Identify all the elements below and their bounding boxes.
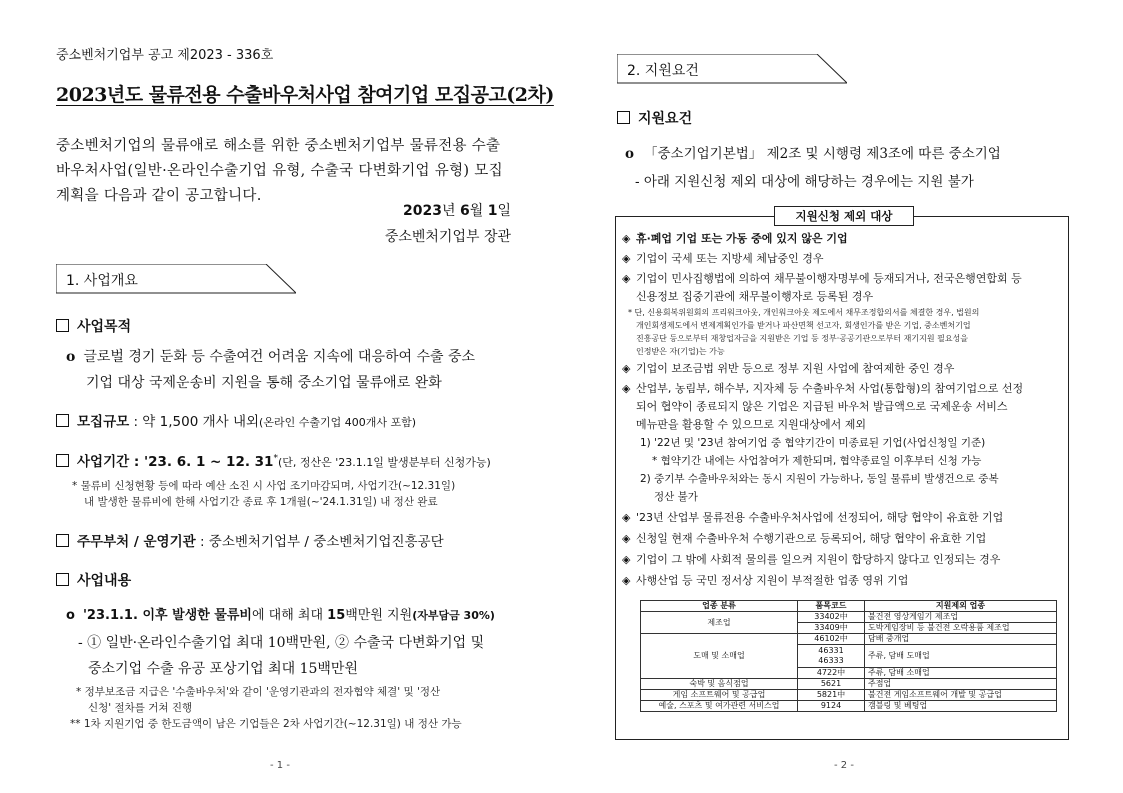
table-cell: 게임 소프트웨어 및 공급업	[641, 690, 798, 701]
exclusion-subitem: 1) '22년 및 '23년 참여기업 중 협약기간이 미종료된 기업(사업신청일 기준)	[640, 437, 986, 449]
exclusion-item: ◈ 기업이 그 밖에 사회적 물의를 일으켜 지원이 합당하지 않다고 인정되는 경우	[622, 551, 1062, 569]
page-number: - 1 -	[270, 760, 290, 771]
period-subnote	[72, 478, 455, 510]
content-sub	[78, 630, 528, 682]
checkbox-square-icon	[56, 573, 69, 586]
diamond-bullet-icon: ◈	[622, 232, 631, 245]
intro-line: 중소벤처기업의 물류애로 해소를 위한 중소벤처기업부 물류전용 수출	[56, 138, 501, 154]
dept-text: : 중소벤처기업부 / 중소벤처기업진흥공단	[195, 534, 444, 550]
exclusion-item: ◈ 산업부, 농림부, 해수부, 지자체 등 수출바우처 사업(통합형)의 참여기업으로 선정	[622, 380, 1062, 398]
page-title: 2023년도 물류전용 수출바우처사업 참여기업 모집공고(2차)	[56, 84, 554, 106]
content-sub-line: - ① 일반·온라인수출기업 최대 10백만원, ② 수출국 다변화기업 및	[78, 635, 485, 651]
table-cell: 5621	[798, 679, 865, 690]
heading-label: 사업목적	[77, 319, 132, 335]
section-header-1	[56, 264, 296, 294]
content-bold: '23.1.1. 이후 발생한 물류비	[82, 608, 252, 623]
table-cell: 주점업	[865, 679, 1057, 690]
table-row	[641, 612, 1057, 623]
issuer: 중소벤처기업부 장관	[384, 229, 511, 245]
requirements-heading	[617, 108, 692, 128]
exclusion-subitem: 2) 중기부 수출바우처와는 동시 지원이 가능하나, 동일 물류비 발생건으로 중복	[640, 473, 999, 485]
table-cell: 46331 46333	[798, 645, 865, 668]
table-cell: 도매 및 소매업	[641, 634, 798, 679]
table-row	[641, 701, 1057, 712]
period-text: : '23. 6. 1 ~ 12. 31	[129, 454, 274, 470]
industry-table	[640, 600, 1057, 712]
checkbox-square-icon	[56, 414, 69, 427]
requirement-line: o 「중소기업기본법」 제2조 및 시행령 제3조에 따른 중소기업	[625, 146, 1001, 162]
table-cell: 불건전 게임소프트웨어 개발 및 공급업	[865, 690, 1057, 701]
purpose-line: 기업 대상 국제운송비 지원을 통해 중소기업 물류애로 완화	[86, 375, 442, 391]
exclusion-item: ◈ 휴·폐업 기업 또는 가동 중에 있지 않은 기업	[622, 230, 1062, 248]
table-cell: 불건전 영상게임기 제조업	[865, 612, 1057, 623]
intro-line: 바우처사업(일반·온라인수출기업 유형, 수출국 다변화기업 유형) 모집	[56, 163, 503, 179]
table-header: 품목코드	[798, 601, 865, 612]
content-amount: 15	[327, 608, 346, 623]
diamond-bullet-icon: ◈	[622, 532, 631, 545]
checkbox-square-icon	[56, 454, 69, 467]
diamond-bullet-icon: ◈	[622, 362, 631, 375]
note-line: * 정부보조금 지급은 '수출바우처'와 같이 '운영기관과의 전자협약 체결' 및 '정산	[76, 686, 441, 698]
period-note: (단, 정산은 '23.1.1일 발생분부터 신청가능)	[277, 456, 491, 469]
circle-bullet-icon: o	[625, 146, 635, 162]
purpose-heading	[56, 316, 131, 336]
circle-bullet-icon: o	[66, 608, 75, 623]
dept-item	[56, 530, 444, 550]
content-sub-line: 중소기업 수출 유공 포상기업 최대 15백만원	[88, 661, 358, 677]
table-cell: 46102中	[798, 634, 865, 645]
section-title: 1. 사업개요	[66, 273, 138, 289]
checkbox-square-icon	[56, 319, 69, 332]
note-line: 인정받은 자(기업)는 가능	[636, 347, 725, 356]
table-cell: 9124	[798, 701, 865, 712]
scale-text: : 약 1,500 개사 내외	[129, 414, 260, 430]
checkbox-square-icon	[617, 111, 630, 124]
table-cell: 33409中	[798, 623, 865, 634]
date-day: 1	[487, 203, 498, 219]
exclusion-list	[622, 230, 1062, 590]
scale-item	[56, 410, 416, 430]
exclusion-subitem: 정산 불가	[654, 491, 698, 503]
exclusion-item-cont: 메뉴판을 활용할 수 있으므로 지원대상에서 제외	[636, 418, 867, 431]
content-text: 에 대해 최대	[251, 608, 328, 623]
exclusion-item: ◈ '23년 산업부 물류전용 수출바우처사업에 선정되어, 해당 협약이 유효한 기업	[622, 509, 1062, 527]
content-notes	[70, 684, 462, 732]
table-cell: 제조업	[641, 612, 798, 634]
date-unit: 월	[469, 203, 484, 219]
heading-label: 사업내용	[77, 573, 132, 589]
circle-bullet-icon: o	[66, 349, 76, 365]
date-month: 6	[459, 203, 470, 219]
checkbox-square-icon	[56, 534, 69, 547]
diamond-bullet-icon: ◈	[622, 252, 631, 265]
exclusion-item-cont: 되어 협약이 종료되지 않은 기업은 지급된 바우처 발급액으로 국제운송 서비스	[636, 400, 1008, 413]
table-cell: 33402中	[798, 612, 865, 623]
table-header-row	[641, 601, 1057, 612]
table-row	[641, 690, 1057, 701]
note-line: ** 1차 지원기업 중 한도금액이 남은 기업들은 2차 사업기간(~12.31일) 내 정산 가능	[70, 718, 462, 730]
content-main	[66, 604, 495, 623]
table-cell: 예술, 스포츠 및 여가관련 서비스업	[641, 701, 798, 712]
note-line: 진흥공단 등으로부터 재창업자금을 지원받은 기업 등 정부·공공기관으로부터 재기지원 필요성을	[636, 334, 969, 343]
exclusion-item: ◈ 신청일 현재 수출바우처 수행기관으로 등록되어, 해당 협약이 유효한 기업	[622, 530, 1062, 548]
purpose-line: o 글로벌 경기 둔화 등 수출여건 어려움 지속에 대응하여 수출 중소	[66, 349, 476, 365]
table-header: 업종 분류	[641, 601, 798, 612]
heading-label: 지원요건	[638, 111, 693, 127]
notice-number: 중소벤처기업부 공고 제2023 - 336호	[56, 48, 274, 63]
exclusion-note	[622, 306, 1062, 358]
exclusion-box-title: 지원신청 제외 대상	[774, 206, 914, 226]
table-cell: 갬블링 및 베팅업	[865, 701, 1057, 712]
period-star: *	[273, 453, 278, 464]
date-year: 2023	[403, 203, 442, 219]
table-cell: 숙박 및 음식점업	[641, 679, 798, 690]
table-cell: 담배 중개업	[865, 634, 1057, 645]
diamond-bullet-icon: ◈	[622, 272, 631, 285]
table-cell: 도박게임장비 등 불건전 오락용품 제조업	[865, 623, 1057, 634]
diamond-bullet-icon: ◈	[622, 511, 631, 524]
table-cell: 4722中	[798, 668, 865, 679]
table-cell: 주류, 담배 도매업	[865, 645, 1057, 668]
date-unit: 일	[497, 203, 511, 219]
purpose-item	[66, 344, 526, 396]
content-heading	[56, 570, 131, 590]
diamond-bullet-icon: ◈	[622, 382, 631, 395]
scale-label: 모집규모	[77, 414, 130, 430]
section-title: 2. 지원요건	[627, 63, 699, 79]
industry-table-wrap	[640, 600, 1057, 712]
requirement-subline: - 아래 지원신청 제외 대상에 해당하는 경우에는 지원 불가	[635, 174, 974, 190]
exclusion-item: ◈ 기업이 민사집행법에 의하여 채무불이행자명부에 등재되거나, 전국은행연합회 등	[622, 270, 1062, 288]
diamond-bullet-icon: ◈	[622, 574, 631, 587]
content-text: 백만원 지원	[345, 608, 413, 623]
period-label: 사업기간	[77, 454, 130, 470]
table-cell: 주류, 담배 소매업	[865, 668, 1057, 679]
table-row	[641, 634, 1057, 645]
exclusion-item: ◈ 기업이 국세 또는 지방세 체납중인 경우	[622, 250, 1062, 268]
exclusion-item: ◈ 기업이 보조금법 위반 등으로 정부 지원 사업에 참여제한 중인 경우	[622, 360, 1062, 378]
page-number: - 2 -	[834, 760, 854, 771]
intro-line: 계획을 다음과 같이 공고합니다.	[56, 188, 262, 204]
note-line: 신청' 절차를 거쳐 진행	[88, 702, 193, 714]
period-item	[56, 450, 491, 470]
diamond-bullet-icon: ◈	[622, 553, 631, 566]
announcement-date	[403, 200, 511, 220]
table-header: 지원제외 업종	[865, 601, 1057, 612]
note-line: 내 발생한 물류비에 한해 사업기간 종료 후 1개월(~'24.1.31일) 내 정산 완료	[84, 496, 438, 508]
intro-paragraph	[56, 134, 516, 209]
section-header-2	[617, 54, 847, 84]
table-cell: 5821中	[798, 690, 865, 701]
table-row	[641, 679, 1057, 690]
exclusion-item: ◈ 사행산업 등 국민 정서상 지원이 부적절한 업종 영위 기업	[622, 572, 1062, 590]
note-line: * 물류비 신청현황 등에 따라 예산 소진 시 사업 조기마감되며, 사업기간(~12.31일)	[72, 480, 456, 492]
exclusion-subitem: * 협약기간 내에는 사업참여가 제한되며, 협약종료일 이후부터 신청 가능	[652, 455, 982, 467]
exclusion-item-cont: 신용정보 집중기관에 채무불이행자로 등록된 경우	[636, 290, 874, 303]
content-note: (자부담금 30%)	[412, 609, 495, 622]
date-unit: 년	[442, 203, 456, 219]
note-line: 개인회생제도에서 변제계획인가를 받거나 파산면책 선고자, 회생인가를 받은 기업, 중소벤처기업	[636, 321, 971, 330]
dept-label: 주무부처 / 운영기관	[77, 534, 196, 550]
scale-note: (온라인 수출기업 400개사 포함)	[259, 416, 416, 429]
note-line: * 단, 신용회복위원회의 프리워크아웃, 개인워크아웃 제도에서 채무조정합의서를 체결한 경우, 법원의	[628, 308, 980, 317]
